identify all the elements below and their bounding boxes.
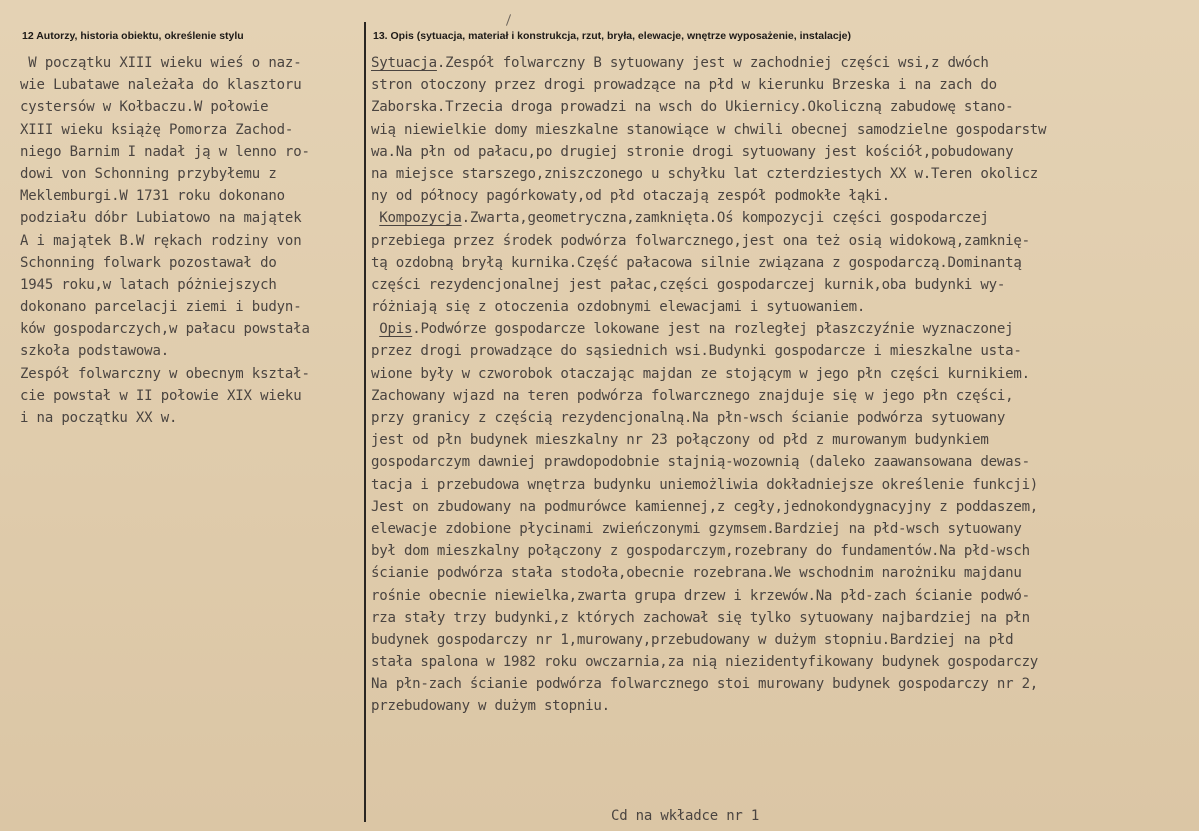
line-indent bbox=[371, 321, 379, 337]
history-line: 1945 roku,w latach póżniejszych bbox=[20, 276, 277, 293]
description-line bbox=[371, 74, 1197, 96]
description-line bbox=[371, 585, 1197, 607]
history-line: W początku XIII wieku wieś o naz- bbox=[20, 55, 302, 71]
description-line bbox=[371, 252, 1197, 274]
description-line bbox=[371, 607, 1197, 629]
history-line: niego Barnim I nadał ją w lenno ro- bbox=[20, 143, 310, 160]
line-text: Zachowany wjazd na teren podwórza folwarcznego znajduje się w jego płn części, bbox=[371, 387, 1014, 404]
line-text: ny od północy pagórkowaty,od płd otaczają zespół podmokłe łąki. bbox=[371, 188, 890, 205]
history-line: Schonning folwark pozostawał do bbox=[20, 254, 277, 271]
description-line bbox=[371, 540, 1197, 562]
section-12-heading: 12 Autorzy, historia obiektu, określenie stylu bbox=[22, 30, 244, 42]
history-line: szkoła podstawowa. bbox=[20, 343, 170, 360]
history-line: cie powstał w II połowie XIX wieku bbox=[20, 387, 302, 404]
line-text: różniają się z otoczenia ozdobnymi elewacjami i sytuowaniem. bbox=[371, 299, 866, 316]
section-keyword: Sytuacja bbox=[371, 55, 437, 71]
description-line bbox=[371, 451, 1197, 473]
description-line bbox=[371, 385, 1197, 407]
history-line: Meklemburgi.W 1731 roku dokonano bbox=[20, 188, 285, 205]
history-column bbox=[20, 52, 356, 429]
description-line bbox=[371, 96, 1197, 118]
description-line bbox=[371, 52, 1197, 74]
description-line bbox=[371, 318, 1197, 340]
line-text: wa.Na płn od pałacu,po drugiej stronie drogi sytuowany jest kościół,pobudowany bbox=[371, 143, 1014, 160]
history-line: Zespół folwarczny w obecnym kształ- bbox=[20, 365, 310, 382]
history-line: dokonano parcelacji ziemi i budyn- bbox=[20, 299, 302, 316]
history-line: cystersów w Kołbaczu.W połowie bbox=[20, 99, 269, 116]
line-text: przebudowany w dużym stopniu. bbox=[371, 698, 610, 715]
description-line bbox=[371, 274, 1197, 296]
line-text: .Zespół folwarczny B sytuowany jest w zachodniej części wsi,z dwóch bbox=[436, 55, 989, 71]
description-line bbox=[371, 429, 1197, 451]
line-text: stron otoczony przez drogi prowadzące na płd w kierunku Brzeska i na zach do bbox=[371, 77, 997, 94]
line-text: przez drogi prowadzące do sąsiednich wsi.Budynki gospodarcze i mieszkalne usta- bbox=[371, 343, 1022, 360]
description-line bbox=[371, 185, 1197, 207]
history-line: dowi von Schonning przybyłemu z bbox=[20, 165, 277, 182]
description-line bbox=[371, 296, 1197, 318]
history-line: ków gospodarczych,w pałacu powstała bbox=[20, 321, 310, 338]
column-divider bbox=[364, 22, 366, 822]
description-line bbox=[371, 119, 1197, 141]
description-line bbox=[371, 474, 1197, 496]
history-line: i na początku XX w. bbox=[20, 410, 178, 426]
line-text: Zaborska.Trzecia droga prowadzi na wsch do Ukiernicy.Okoliczną zabudowę stano- bbox=[371, 99, 1014, 116]
line-text: budynek gospodarczy nr 1,murowany,przebudowany w dużym stopniu.Bardziej na płd bbox=[371, 631, 1014, 648]
continuation-note: Cd na wkładce nr 1 bbox=[611, 808, 760, 824]
line-text: Jest on zbudowany na podmurówce kamiennej,z cegły,jednokondygnacyjny z poddaszem, bbox=[371, 498, 1039, 515]
description-line bbox=[371, 496, 1197, 518]
line-text: na miejsce starszego,zniszczonego u schyłku lat czterdziestych XX w.Teren okolicz bbox=[371, 165, 1039, 182]
line-text: wią niewielkie domy mieszkalne stanowiące w chwili obecnej samodzielne gospodarstw bbox=[371, 121, 1047, 138]
line-text: gospodarczym dawniej prawdopodobnie stajnią-wozownią (daleko zaawansowana dewas- bbox=[371, 454, 1030, 471]
line-text: wione były w czworobok otaczając majdan ze stojącym w jego płn części kurnikiem. bbox=[371, 365, 1030, 382]
line-text: Na płn-zach ścianie podwórza folwarcznego stoi murowany budynek gospodarczy nr 2, bbox=[371, 676, 1039, 693]
line-text: przebiega przez środek podwórza folwarcznego,jest ona też osią widokową,zamknię- bbox=[371, 232, 1030, 249]
description-line bbox=[371, 651, 1197, 673]
description-line bbox=[371, 207, 1197, 229]
description-line bbox=[371, 163, 1197, 185]
pen-mark bbox=[506, 14, 511, 26]
description-line bbox=[371, 518, 1197, 540]
history-line: wie Lubatawe należała do klasztoru bbox=[20, 77, 302, 94]
line-text: tą ozdobną bryłą kurnika.Część pałacowa silnie związana z gospodarczą.Dominantą bbox=[371, 254, 1022, 271]
section-13-heading: 13. Opis (sytuacja, materiał i konstrukcja, rzut, bryła, elewacje, wnętrze wyposażenie, instalacje) bbox=[373, 30, 851, 42]
description-line bbox=[371, 562, 1197, 584]
line-text: ścianie podwórza stała stodoła,obecnie rozebrana.We wschodnim narożniku majdanu bbox=[371, 565, 1022, 582]
section-keyword: Opis bbox=[379, 321, 413, 338]
section-keyword: Kompozycja bbox=[379, 210, 462, 227]
line-indent bbox=[371, 210, 379, 226]
history-line: podziału dóbr Lubiatowo na majątek bbox=[20, 210, 302, 227]
line-text: części rezydencjonalnej jest pałac,części gospodarczej kurnik,oba budynki wy- bbox=[371, 276, 1006, 293]
description-line bbox=[371, 695, 1197, 717]
line-text: .Zwarta,geometryczna,zamknięta.Oś kompozycji części gospodarczej bbox=[461, 210, 989, 227]
history-line: XIII wieku książę Pomorza Zachod- bbox=[20, 121, 294, 138]
description-line bbox=[371, 407, 1197, 429]
line-text: rza stały trzy budynki,z których zachował się tylko sytuowany najbardziej na płn bbox=[371, 609, 1030, 626]
line-text: .Podwórze gospodarcze lokowane jest na rozległej płaszczyźnie wyznaczonej bbox=[412, 321, 1014, 338]
description-line bbox=[371, 141, 1197, 163]
description-column bbox=[371, 52, 1197, 718]
line-text: rośnie obecnie niewielka,zwarta grupa drzew i krzewów.Na płd-zach ścianie podwó- bbox=[371, 587, 1030, 604]
line-text: jest od płn budynek mieszkalny nr 23 połączony od płd z murowanym budynkiem bbox=[371, 432, 989, 449]
description-line bbox=[371, 340, 1197, 362]
history-line: A i majątek B.W rękach rodziny von bbox=[20, 232, 302, 249]
line-text: elewacje zdobione płycinami zwieńczonymi gzymsem.Bardziej na płd-wsch sytuowany bbox=[371, 520, 1022, 537]
description-line bbox=[371, 363, 1197, 385]
description-line bbox=[371, 629, 1197, 651]
line-text: przy granicy z częścią rezydencjonalną.Na płn-wsch ścianie podwórza sytuowany bbox=[371, 410, 1006, 426]
line-text: był dom mieszkalny połączony z gospodarczym,rozebrany do fundamentów.Na płd-wsch bbox=[371, 543, 1030, 560]
line-text: tacja i przebudowa wnętrza budynku uniemożliwia dokładniejsze określenie funkcji) bbox=[371, 476, 1039, 493]
description-line bbox=[371, 230, 1197, 252]
line-text: stała spalona w 1982 roku owczarnia,za nią niezidentyfikowany budynek gospodarczy bbox=[371, 654, 1039, 671]
description-line bbox=[371, 673, 1197, 695]
